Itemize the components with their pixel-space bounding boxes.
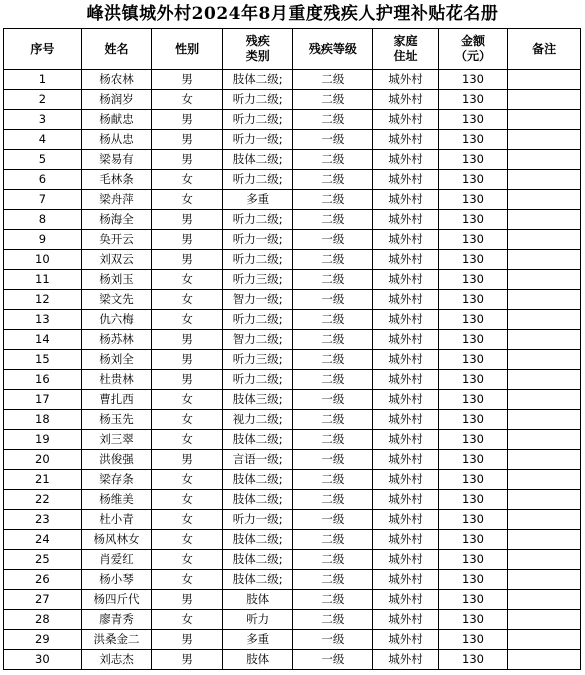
cell-name: 洪桑金二 xyxy=(81,630,152,650)
cell-seq: 29 xyxy=(4,630,82,650)
cell-name: 廖青秀 xyxy=(81,610,152,630)
cell-address: 城外村 xyxy=(373,550,438,570)
cell-sex: 女 xyxy=(152,290,223,310)
cell-disability-type: 听力三级; xyxy=(222,350,293,370)
cell-disability-level: 一级 xyxy=(293,510,373,530)
cell-sex: 男 xyxy=(152,70,223,90)
cell-name: 杨风林女 xyxy=(81,530,152,550)
roster-title: 峰洪镇城外村2024年8月重度残疾人护理补贴花名册 xyxy=(86,4,499,24)
table-row xyxy=(4,570,581,590)
cell-disability-type: 听力二级; xyxy=(222,110,293,130)
cell-sex: 女 xyxy=(152,470,223,490)
cell-sex: 女 xyxy=(152,170,223,190)
table-row xyxy=(4,70,581,90)
cell-disability-type: 听力一级; xyxy=(222,230,293,250)
cell-disability-type: 听力三级; xyxy=(222,270,293,290)
cell-amount: 130 xyxy=(438,470,508,490)
cell-note xyxy=(508,70,581,90)
cell-seq: 16 xyxy=(4,370,82,390)
cell-note xyxy=(508,550,581,570)
cell-disability-type: 听力一级; xyxy=(222,130,293,150)
cell-name: 梁易有 xyxy=(81,150,152,170)
cell-disability-type: 听力 xyxy=(222,610,293,630)
cell-disability-level: 二级 xyxy=(293,330,373,350)
cell-name: 刘双云 xyxy=(81,250,152,270)
cell-sex: 女 xyxy=(152,270,223,290)
cell-sex: 女 xyxy=(152,390,223,410)
cell-address: 城外村 xyxy=(373,170,438,190)
cell-sex: 女 xyxy=(152,570,223,590)
cell-sex: 男 xyxy=(152,450,223,470)
table-row xyxy=(4,130,581,150)
cell-seq: 18 xyxy=(4,410,82,430)
header-type-line2: 类别 xyxy=(245,49,270,63)
cell-amount: 130 xyxy=(438,590,508,610)
table-row xyxy=(4,430,581,450)
header-amount-line2: （元） xyxy=(455,49,492,63)
cell-name: 杨润岁 xyxy=(81,90,152,110)
cell-amount: 130 xyxy=(438,190,508,210)
table-row xyxy=(4,390,581,410)
table-row xyxy=(4,450,581,470)
cell-address: 城外村 xyxy=(373,470,438,490)
cell-name: 杨海全 xyxy=(81,210,152,230)
cell-address: 城外村 xyxy=(373,590,438,610)
cell-disability-type: 听力二级; xyxy=(222,170,293,190)
cell-disability-type: 肢体 xyxy=(222,650,293,670)
cell-amount: 130 xyxy=(438,70,508,90)
cell-disability-level: 二级 xyxy=(293,490,373,510)
cell-seq: 4 xyxy=(4,130,82,150)
cell-sex: 女 xyxy=(152,550,223,570)
cell-seq: 10 xyxy=(4,250,82,270)
cell-disability-type: 听力二级; xyxy=(222,250,293,270)
cell-name: 毛林条 xyxy=(81,170,152,190)
cell-note xyxy=(508,250,581,270)
cell-disability-type: 多重 xyxy=(222,190,293,210)
cell-disability-type: 听力二级; xyxy=(222,210,293,230)
header-amount xyxy=(438,29,508,70)
cell-address: 城外村 xyxy=(373,490,438,510)
cell-name: 曹扎西 xyxy=(81,390,152,410)
cell-amount: 130 xyxy=(438,110,508,130)
table-row xyxy=(4,630,581,650)
cell-note xyxy=(508,190,581,210)
header-addr-line1: 家庭 xyxy=(393,34,418,48)
cell-address: 城外村 xyxy=(373,90,438,110)
cell-disability-level: 二级 xyxy=(293,310,373,330)
cell-address: 城外村 xyxy=(373,290,438,310)
cell-name: 杨刘玉 xyxy=(81,270,152,290)
cell-disability-level: 一级 xyxy=(293,130,373,150)
table-row xyxy=(4,350,581,370)
cell-name: 刘三翠 xyxy=(81,430,152,450)
cell-note xyxy=(508,570,581,590)
cell-note xyxy=(508,450,581,470)
cell-note xyxy=(508,350,581,370)
cell-name: 梁存条 xyxy=(81,470,152,490)
cell-sex: 男 xyxy=(152,590,223,610)
cell-amount: 130 xyxy=(438,270,508,290)
cell-sex: 女 xyxy=(152,510,223,530)
cell-sex: 女 xyxy=(152,490,223,510)
cell-disability-type: 多重 xyxy=(222,630,293,650)
cell-sex: 男 xyxy=(152,210,223,230)
cell-address: 城外村 xyxy=(373,630,438,650)
cell-amount: 130 xyxy=(438,130,508,150)
cell-address: 城外村 xyxy=(373,130,438,150)
cell-disability-type: 肢体二级; xyxy=(222,70,293,90)
cell-name: 肖爱红 xyxy=(81,550,152,570)
cell-address: 城外村 xyxy=(373,350,438,370)
table-row xyxy=(4,490,581,510)
cell-seq: 14 xyxy=(4,330,82,350)
cell-disability-type: 言语一级; xyxy=(222,450,293,470)
cell-disability-level: 二级 xyxy=(293,610,373,630)
cell-sex: 男 xyxy=(152,230,223,250)
cell-seq: 27 xyxy=(4,590,82,610)
cell-note xyxy=(508,490,581,510)
cell-name: 杨刘全 xyxy=(81,350,152,370)
cell-address: 城外村 xyxy=(373,210,438,230)
cell-disability-level: 二级 xyxy=(293,410,373,430)
cell-sex: 男 xyxy=(152,250,223,270)
table-row xyxy=(4,250,581,270)
cell-disability-type: 听力二级; xyxy=(222,370,293,390)
cell-disability-type: 肢体三级; xyxy=(222,390,293,410)
cell-disability-level: 二级 xyxy=(293,590,373,610)
cell-disability-level: 二级 xyxy=(293,110,373,130)
cell-name: 仇六梅 xyxy=(81,310,152,330)
table-row xyxy=(4,170,581,190)
cell-seq: 8 xyxy=(4,210,82,230)
cell-note xyxy=(508,530,581,550)
header-addr-line2: 住址 xyxy=(393,49,418,63)
cell-amount: 130 xyxy=(438,310,508,330)
cell-disability-type: 听力二级; xyxy=(222,310,293,330)
cell-disability-level: 二级 xyxy=(293,430,373,450)
table-row xyxy=(4,150,581,170)
cell-disability-type: 智力一级; xyxy=(222,290,293,310)
table-row xyxy=(4,510,581,530)
cell-name: 杨四斤代 xyxy=(81,590,152,610)
cell-name: 刘志杰 xyxy=(81,650,152,670)
table-row xyxy=(4,410,581,430)
cell-address: 城外村 xyxy=(373,530,438,550)
cell-seq: 20 xyxy=(4,450,82,470)
table-row xyxy=(4,610,581,630)
cell-sex: 女 xyxy=(152,430,223,450)
cell-sex: 女 xyxy=(152,310,223,330)
cell-amount: 130 xyxy=(438,550,508,570)
cell-address: 城外村 xyxy=(373,390,438,410)
cell-note xyxy=(508,510,581,530)
cell-name: 杨农林 xyxy=(81,70,152,90)
cell-disability-level: 二级 xyxy=(293,350,373,370)
cell-address: 城外村 xyxy=(373,610,438,630)
cell-disability-type: 肢体二级; xyxy=(222,430,293,450)
table-row xyxy=(4,550,581,570)
cell-seq: 15 xyxy=(4,350,82,370)
cell-note xyxy=(508,590,581,610)
cell-note xyxy=(508,270,581,290)
cell-name: 杜小青 xyxy=(81,510,152,530)
header-seq: 序号 xyxy=(4,29,82,70)
cell-name: 洪俊强 xyxy=(81,450,152,470)
cell-seq: 28 xyxy=(4,610,82,630)
header-amount-line1: 金额 xyxy=(461,34,486,48)
cell-seq: 3 xyxy=(4,110,82,130)
cell-disability-level: 二级 xyxy=(293,270,373,290)
cell-amount: 130 xyxy=(438,430,508,450)
cell-amount: 130 xyxy=(438,510,508,530)
header-address xyxy=(373,29,438,70)
cell-disability-level: 二级 xyxy=(293,250,373,270)
cell-amount: 130 xyxy=(438,150,508,170)
cell-disability-level: 二级 xyxy=(293,370,373,390)
cell-address: 城外村 xyxy=(373,410,438,430)
cell-seq: 2 xyxy=(4,90,82,110)
cell-disability-level: 二级 xyxy=(293,570,373,590)
cell-address: 城外村 xyxy=(373,70,438,90)
cell-note xyxy=(508,410,581,430)
cell-amount: 130 xyxy=(438,630,508,650)
cell-sex: 男 xyxy=(152,630,223,650)
cell-note xyxy=(508,90,581,110)
cell-amount: 130 xyxy=(438,210,508,230)
cell-note xyxy=(508,130,581,150)
header-sex: 性别 xyxy=(152,29,223,70)
table-body xyxy=(4,70,581,670)
cell-sex: 女 xyxy=(152,410,223,430)
cell-address: 城外村 xyxy=(373,250,438,270)
cell-disability-level: 一级 xyxy=(293,390,373,410)
cell-name: 梁文先 xyxy=(81,290,152,310)
cell-name: 杨献忠 xyxy=(81,110,152,130)
cell-note xyxy=(508,630,581,650)
cell-sex: 男 xyxy=(152,650,223,670)
cell-name: 梁舟萍 xyxy=(81,190,152,210)
cell-disability-type: 肢体二级; xyxy=(222,530,293,550)
cell-note xyxy=(508,150,581,170)
cell-seq: 17 xyxy=(4,390,82,410)
cell-sex: 女 xyxy=(152,610,223,630)
cell-seq: 13 xyxy=(4,310,82,330)
cell-amount: 130 xyxy=(438,230,508,250)
table-header xyxy=(4,29,581,70)
cell-disability-type: 听力二级; xyxy=(222,90,293,110)
cell-note xyxy=(508,290,581,310)
cell-sex: 男 xyxy=(152,370,223,390)
cell-address: 城外村 xyxy=(373,190,438,210)
cell-amount: 130 xyxy=(438,610,508,630)
cell-disability-type: 听力一级; xyxy=(222,510,293,530)
cell-disability-level: 一级 xyxy=(293,650,373,670)
cell-disability-level: 二级 xyxy=(293,150,373,170)
cell-name: 杨苏林 xyxy=(81,330,152,350)
cell-amount: 130 xyxy=(438,650,508,670)
cell-seq: 25 xyxy=(4,550,82,570)
cell-note xyxy=(508,390,581,410)
table-row xyxy=(4,470,581,490)
cell-sex: 男 xyxy=(152,130,223,150)
table-row xyxy=(4,590,581,610)
cell-seq: 7 xyxy=(4,190,82,210)
cell-disability-type: 肢体二级; xyxy=(222,490,293,510)
cell-seq: 26 xyxy=(4,570,82,590)
cell-amount: 130 xyxy=(438,390,508,410)
cell-note xyxy=(508,310,581,330)
cell-name: 杨维美 xyxy=(81,490,152,510)
cell-address: 城外村 xyxy=(373,270,438,290)
cell-address: 城外村 xyxy=(373,230,438,250)
cell-disability-level: 二级 xyxy=(293,550,373,570)
cell-disability-type: 智力二级; xyxy=(222,330,293,350)
table-row xyxy=(4,330,581,350)
cell-seq: 24 xyxy=(4,530,82,550)
cell-amount: 130 xyxy=(438,350,508,370)
cell-note xyxy=(508,210,581,230)
cell-address: 城外村 xyxy=(373,570,438,590)
header-disability-level: 残疾等级 xyxy=(293,29,373,70)
cell-amount: 130 xyxy=(438,250,508,270)
cell-disability-type: 肢体二级; xyxy=(222,550,293,570)
cell-seq: 30 xyxy=(4,650,82,670)
header-row xyxy=(4,29,581,70)
cell-note xyxy=(508,430,581,450)
cell-disability-level: 一级 xyxy=(293,630,373,650)
table-row xyxy=(4,290,581,310)
cell-seq: 12 xyxy=(4,290,82,310)
table-row xyxy=(4,230,581,250)
cell-disability-level: 一级 xyxy=(293,230,373,250)
cell-amount: 130 xyxy=(438,490,508,510)
cell-amount: 130 xyxy=(438,410,508,430)
cell-sex: 男 xyxy=(152,150,223,170)
cell-disability-type: 肢体 xyxy=(222,590,293,610)
cell-seq: 22 xyxy=(4,490,82,510)
cell-name: 杜贵林 xyxy=(81,370,152,390)
table-row xyxy=(4,650,581,670)
cell-address: 城外村 xyxy=(373,450,438,470)
cell-address: 城外村 xyxy=(373,370,438,390)
cell-name: 杨小琴 xyxy=(81,570,152,590)
cell-note xyxy=(508,610,581,630)
cell-disability-level: 一级 xyxy=(293,290,373,310)
table-row xyxy=(4,90,581,110)
cell-disability-type: 视力二级; xyxy=(222,410,293,430)
table-row xyxy=(4,270,581,290)
cell-disability-level: 一级 xyxy=(293,450,373,470)
cell-seq: 9 xyxy=(4,230,82,250)
cell-disability-type: 肢体二级; xyxy=(222,150,293,170)
roster-table xyxy=(3,28,581,670)
cell-disability-level: 二级 xyxy=(293,210,373,230)
cell-seq: 1 xyxy=(4,70,82,90)
cell-sex: 女 xyxy=(152,90,223,110)
cell-disability-level: 二级 xyxy=(293,470,373,490)
cell-sex: 男 xyxy=(152,350,223,370)
cell-note xyxy=(508,470,581,490)
cell-address: 城外村 xyxy=(373,650,438,670)
cell-sex: 女 xyxy=(152,190,223,210)
cell-amount: 130 xyxy=(438,90,508,110)
cell-amount: 130 xyxy=(438,570,508,590)
cell-address: 城外村 xyxy=(373,150,438,170)
header-note: 备注 xyxy=(508,29,581,70)
cell-disability-level: 二级 xyxy=(293,90,373,110)
cell-seq: 5 xyxy=(4,150,82,170)
cell-amount: 130 xyxy=(438,450,508,470)
cell-seq: 6 xyxy=(4,170,82,190)
cell-name: 杨从忠 xyxy=(81,130,152,150)
cell-disability-level: 二级 xyxy=(293,530,373,550)
cell-amount: 130 xyxy=(438,290,508,310)
cell-sex: 男 xyxy=(152,330,223,350)
cell-seq: 23 xyxy=(4,510,82,530)
cell-disability-type: 肢体二级; xyxy=(222,470,293,490)
cell-amount: 130 xyxy=(438,530,508,550)
cell-note xyxy=(508,370,581,390)
cell-address: 城外村 xyxy=(373,510,438,530)
table-row xyxy=(4,210,581,230)
table-row xyxy=(4,110,581,130)
header-name: 姓名 xyxy=(81,29,152,70)
cell-address: 城外村 xyxy=(373,430,438,450)
cell-disability-level: 二级 xyxy=(293,170,373,190)
cell-note xyxy=(508,230,581,250)
header-type-line1: 残疾 xyxy=(245,34,270,48)
cell-amount: 130 xyxy=(438,330,508,350)
cell-disability-level: 二级 xyxy=(293,190,373,210)
cell-amount: 130 xyxy=(438,370,508,390)
cell-address: 城外村 xyxy=(373,310,438,330)
table-row xyxy=(4,370,581,390)
table-row xyxy=(4,310,581,330)
cell-seq: 11 xyxy=(4,270,82,290)
cell-address: 城外村 xyxy=(373,330,438,350)
table-row xyxy=(4,190,581,210)
cell-note xyxy=(508,650,581,670)
cell-name: 奂开云 xyxy=(81,230,152,250)
cell-address: 城外村 xyxy=(373,110,438,130)
cell-sex: 男 xyxy=(152,110,223,130)
cell-note xyxy=(508,110,581,130)
cell-seq: 21 xyxy=(4,470,82,490)
cell-note xyxy=(508,330,581,350)
cell-name: 杨玉先 xyxy=(81,410,152,430)
cell-note xyxy=(508,170,581,190)
table-row xyxy=(4,530,581,550)
cell-seq: 19 xyxy=(4,430,82,450)
header-disability-type xyxy=(222,29,293,70)
cell-disability-level: 二级 xyxy=(293,70,373,90)
cell-amount: 130 xyxy=(438,170,508,190)
cell-disability-type: 肢体二级; xyxy=(222,570,293,590)
cell-sex: 女 xyxy=(152,530,223,550)
